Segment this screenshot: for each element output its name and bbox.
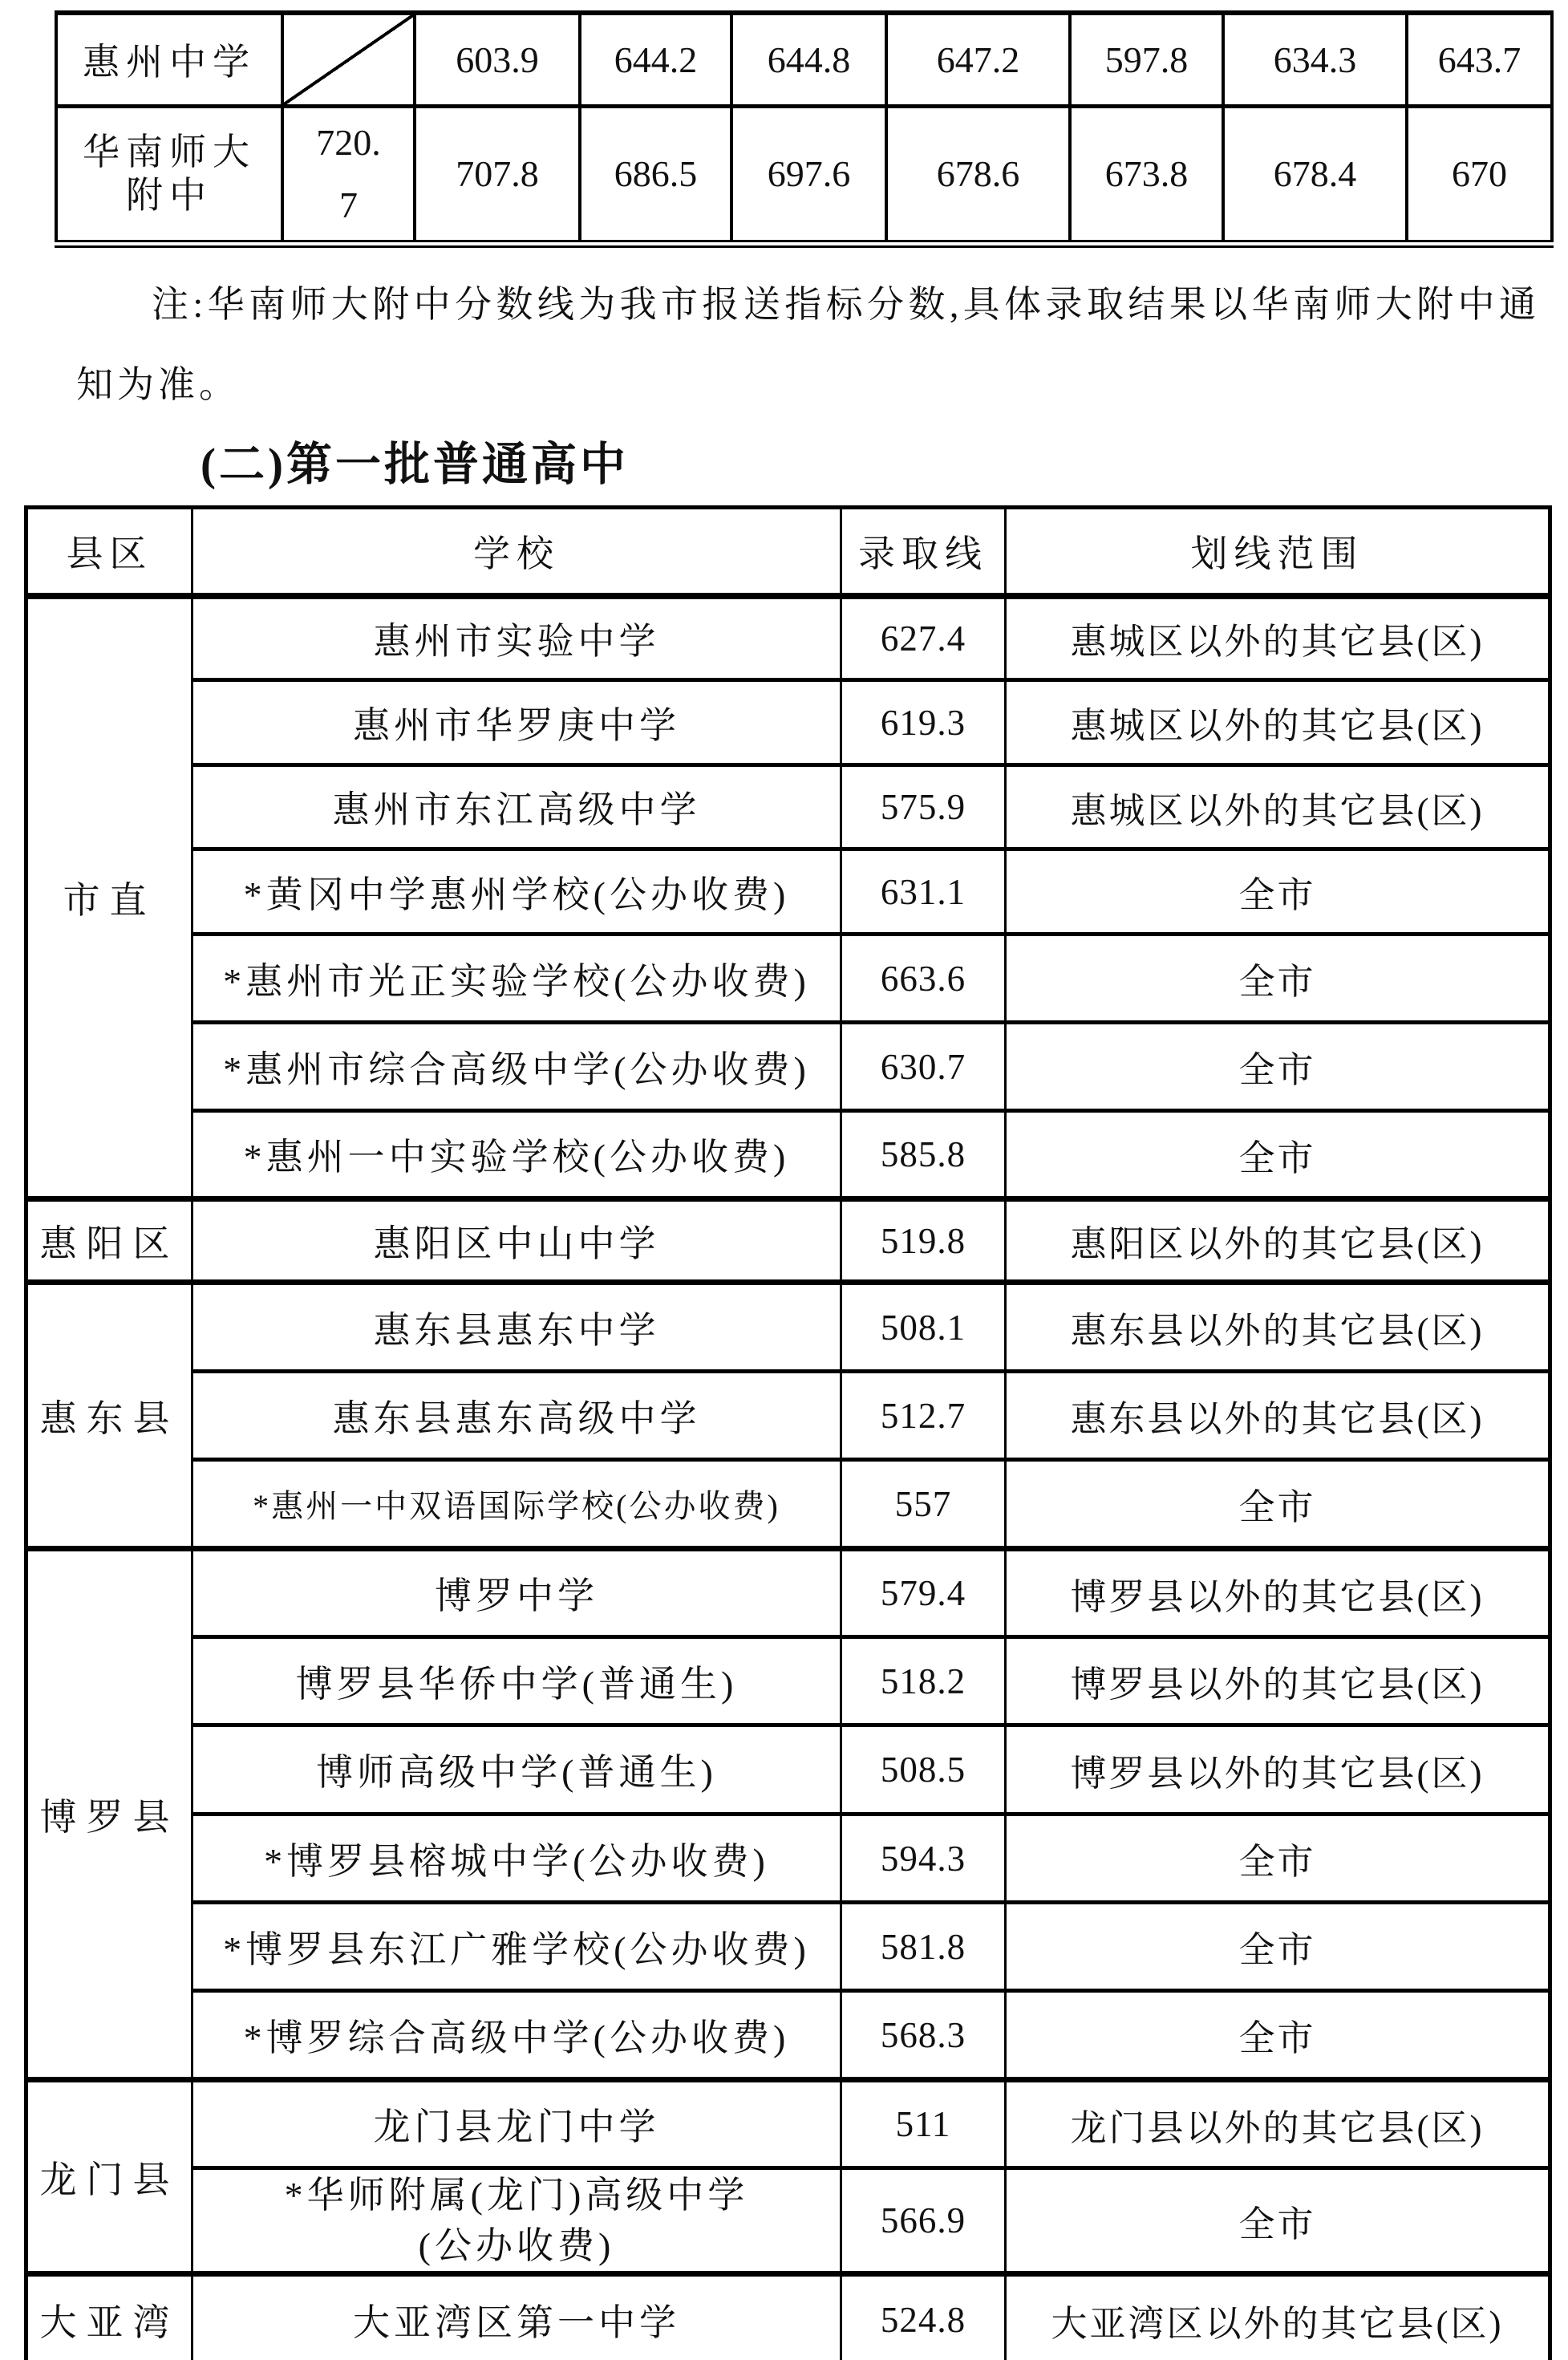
- score-cell: 686.5: [580, 106, 731, 244]
- range-cell: 惠城区以外的其它县(区): [1006, 596, 1550, 680]
- score-cell: 644.8: [731, 13, 886, 106]
- table-row: [26, 2080, 1550, 2168]
- header-row: [26, 508, 1550, 596]
- school-cell: 惠东县惠东高级中学: [192, 1372, 841, 1460]
- score-cell: 627.4: [841, 596, 1006, 680]
- range-cell: 大亚湾区以外的其它县(区): [1006, 2274, 1550, 2360]
- score-cell: 519.8: [841, 1199, 1006, 1283]
- table-row: [26, 1372, 1550, 1460]
- table-row: [26, 1460, 1550, 1549]
- range-cell: 全市: [1006, 850, 1550, 935]
- district-cell: 博罗县: [26, 1549, 192, 2080]
- score-cell: 512.7: [841, 1372, 1006, 1460]
- range-cell: 全市: [1006, 1023, 1550, 1111]
- table-row: [26, 1637, 1550, 1725]
- range-cell: 惠城区以外的其它县(区): [1006, 680, 1550, 765]
- table-row: [26, 1815, 1550, 1903]
- school-cell: *博罗县东江广雅学校(公办收费): [192, 1903, 841, 1991]
- school-name-text: 华南师大附中: [83, 131, 256, 216]
- table-row: [26, 1199, 1550, 1283]
- table-row: [26, 596, 1550, 680]
- range-cell: 全市: [1006, 935, 1550, 1023]
- score-cell: [282, 106, 415, 244]
- school-cell: 惠州市东江高级中学: [192, 765, 841, 850]
- score-cell: 670: [1407, 106, 1552, 244]
- school-cell: 惠东县惠东中学: [192, 1283, 841, 1372]
- header-school: 学校: [192, 508, 841, 596]
- score-cell: 579.4: [841, 1549, 1006, 1637]
- header-score: 录取线: [841, 508, 1006, 596]
- district-cell: 惠东县: [26, 1283, 192, 1549]
- range-cell: 惠东县以外的其它县(区): [1006, 1283, 1550, 1372]
- table-row: [26, 1549, 1550, 1637]
- school-cell: *惠州一中实验学校(公办收费): [192, 1111, 841, 1199]
- score-cell: 619.3: [841, 680, 1006, 765]
- range-cell: 博罗县以外的其它县(区): [1006, 1549, 1550, 1637]
- range-cell: 全市: [1006, 1903, 1550, 1991]
- score-cell: 566.9: [841, 2168, 1006, 2274]
- range-cell: 全市: [1006, 1111, 1550, 1199]
- score-cell: 644.2: [580, 13, 731, 106]
- table-row: [26, 1991, 1550, 2080]
- table-row: [56, 13, 1552, 106]
- score-cell: 678.6: [886, 106, 1070, 244]
- table-row: [26, 2168, 1550, 2274]
- score-cell: 568.3: [841, 1991, 1006, 2080]
- wrapped-score-line2: 7: [339, 184, 358, 225]
- table-row: [26, 935, 1550, 1023]
- score-cell: 630.7: [841, 1023, 1006, 1111]
- score-cell: 597.8: [1070, 13, 1223, 106]
- score-cell: 673.8: [1070, 106, 1223, 244]
- range-cell: 全市: [1006, 1991, 1550, 2080]
- range-cell: 惠城区以外的其它县(区): [1006, 765, 1550, 850]
- score-cell: 707.8: [415, 106, 580, 244]
- school-cell: *惠州市光正实验学校(公办收费): [192, 935, 841, 1023]
- table-row: [26, 1283, 1550, 1372]
- school-name-cell: 惠州中学: [56, 13, 282, 106]
- range-cell: 全市: [1006, 2168, 1550, 2274]
- score-cell: 634.3: [1223, 13, 1407, 106]
- score-cell: 508.1: [841, 1283, 1006, 1372]
- school-cell: 大亚湾区第一中学: [192, 2274, 841, 2360]
- score-cell: 557: [841, 1460, 1006, 1549]
- range-cell: 全市: [1006, 1460, 1550, 1549]
- range-cell: 惠阳区以外的其它县(区): [1006, 1199, 1550, 1283]
- score-cell: 603.9: [415, 13, 580, 106]
- school-cell: 博罗中学: [192, 1549, 841, 1637]
- district-cell: 龙门县: [26, 2080, 192, 2274]
- district-cell: 大亚湾: [26, 2274, 192, 2360]
- school-cell: 博罗县华侨中学(普通生): [192, 1637, 841, 1725]
- score-cell: 697.6: [731, 106, 886, 244]
- school-cell: 惠阳区中山中学: [192, 1199, 841, 1283]
- header-district: 县区: [26, 508, 192, 596]
- score-cell: 643.7: [1407, 13, 1552, 106]
- school-cell: *博罗综合高级中学(公办收费): [192, 1991, 841, 2080]
- diagonal-line: [284, 15, 413, 104]
- school-cell: *惠州一中双语国际学校(公办收费): [192, 1460, 841, 1549]
- score-cell: 518.2: [841, 1637, 1006, 1725]
- wrapped-score-line1: 720.: [316, 121, 381, 163]
- score-cell: 594.3: [841, 1815, 1006, 1903]
- note-paragraph: 注:华南师大附中分数线为我市报送指标分数,具体录取结果以华南师大附中通知为准。: [76, 284, 1540, 405]
- school-cell: [192, 2168, 841, 2274]
- school-cell: 惠州市实验中学: [192, 596, 841, 680]
- header-range: 划线范围: [1006, 508, 1550, 596]
- school-cell: *黄冈中学惠州学校(公办收费): [192, 850, 841, 935]
- score-cell: 647.2: [886, 13, 1070, 106]
- table-row: [26, 1111, 1550, 1199]
- range-cell: 博罗县以外的其它县(区): [1006, 1637, 1550, 1725]
- score-cell: 575.9: [841, 765, 1006, 850]
- school-name-line2: (公办收费): [418, 2225, 615, 2266]
- school-name-cell: [56, 106, 282, 244]
- score-cell: 585.8: [841, 1111, 1006, 1199]
- table-row: [26, 1023, 1550, 1111]
- school-cell: *博罗县榕城中学(公办收费): [192, 1815, 841, 1903]
- diagonal-empty-cell: [282, 13, 415, 106]
- score-cell: 678.4: [1223, 106, 1407, 244]
- range-cell: 全市: [1006, 1815, 1550, 1903]
- table-row: [56, 106, 1552, 244]
- score-cell: 581.8: [841, 1903, 1006, 1991]
- table-row: [26, 680, 1550, 765]
- range-cell: 龙门县以外的其它县(区): [1006, 2080, 1550, 2168]
- table-row: [26, 2274, 1550, 2360]
- district-cell: 市直: [26, 596, 192, 1199]
- school-cell: *惠州市综合高级中学(公办收费): [192, 1023, 841, 1111]
- score-continuation-table: [55, 10, 1554, 248]
- table-row: [26, 1903, 1550, 1991]
- range-cell: 惠东县以外的其它县(区): [1006, 1372, 1550, 1460]
- score-cell: 508.5: [841, 1725, 1006, 1815]
- school-cell: 龙门县龙门中学: [192, 2080, 841, 2168]
- table-row: [26, 850, 1550, 935]
- school-cell: 惠州市华罗庚中学: [192, 680, 841, 765]
- first-batch-admission-table: [24, 505, 1552, 2360]
- school-cell: 博师高级中学(普通生): [192, 1725, 841, 1815]
- table-row: [26, 765, 1550, 850]
- score-cell: 663.6: [841, 935, 1006, 1023]
- score-cell: 524.8: [841, 2274, 1006, 2360]
- range-cell: 博罗县以外的其它县(区): [1006, 1725, 1550, 1815]
- score-cell: 511: [841, 2080, 1006, 2168]
- district-cell: 惠阳区: [26, 1199, 192, 1283]
- table-row: [26, 1725, 1550, 1815]
- section-heading: (二)第一批普通高中: [201, 440, 629, 490]
- score-cell: 631.1: [841, 850, 1006, 935]
- school-name-line1: *华师附属(龙门)高级中学: [284, 2175, 749, 2216]
